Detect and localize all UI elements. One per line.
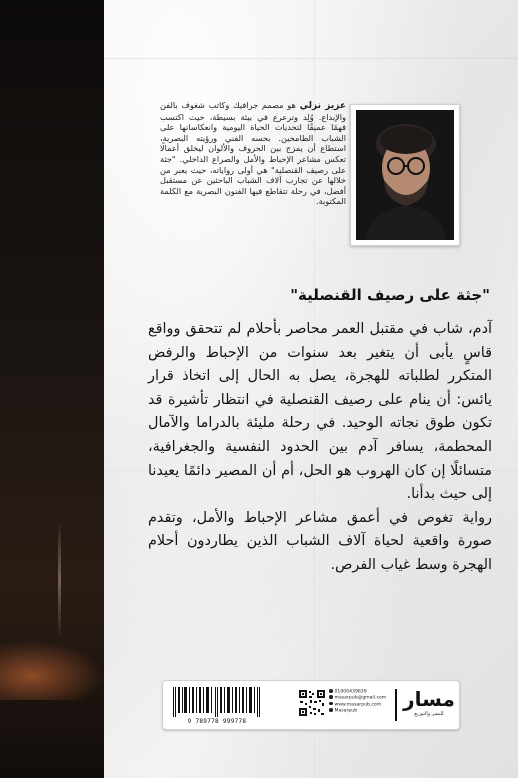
- globe-icon: [329, 702, 333, 706]
- email-icon: [329, 695, 333, 699]
- spine-dark-cover: [0, 0, 104, 778]
- back-cover-paper: [104, 0, 518, 778]
- book-synopsis: [148, 318, 492, 578]
- author-portrait-illustration: [356, 110, 454, 240]
- book-title: "جثة على رصيف القنصلية": [290, 286, 490, 304]
- author-photo: [356, 110, 454, 240]
- publisher-contacts: [329, 689, 391, 715]
- author-photo-frame: [350, 104, 460, 246]
- publisher-subtitle: للنشر والتوزيع: [414, 711, 444, 717]
- publisher-name: مسار: [403, 687, 455, 711]
- synopsis-paragraph: آدم، شاب في مقتبل العمر محاصر بأحلام لم تتحقق وواقع قاسٍ يأبى أن يتغير بعد سنوات من الإحباط والرفض المتكرر لطلباته للهجرة، يصل به الحال إلى اتخاذ قرار يائس: أن ينام على رصيف القنصلية في انتظار تأشيرة قد تكون طوق نجاته الوحيد. في رحلة مليئة بالدراما والآمال المحطمة، يسافر آدم بين الحدود النفسية والجغرافية، متسائلًا إن كان الهروب هو الحل، أم أن المصير دائمًا يعيدنا إلى حيث بدأنا.: [148, 321, 492, 503]
- synopsis-paragraph: رواية تغوص في أعمق مشاعر الإحباط والأمل، وتقدم صورة واقعية لحياة آلاف الشباب الذين يطاردون أحلام الهجرة وسط غياب الفرص.: [148, 509, 492, 573]
- social-icon: [329, 708, 333, 712]
- contact-email: masarpub@gmail.com: [329, 695, 391, 701]
- author-bio: [160, 100, 346, 207]
- publisher-logo: [401, 687, 457, 723]
- isbn-barcode: [171, 687, 263, 717]
- warm-light-glow: [0, 640, 104, 700]
- author-name: عزيز نزلي: [299, 101, 347, 111]
- barcode-publisher-panel: [162, 680, 460, 730]
- publisher-divider: [395, 689, 397, 721]
- isbn-number: 9 789778 999778: [187, 718, 247, 725]
- contact-social: Masarpub: [329, 708, 391, 714]
- light-streak: [58, 520, 61, 640]
- contact-phone: 01000439639: [329, 689, 391, 695]
- phone-icon: [329, 689, 333, 693]
- author-bio-text: هو مصمم جرافيك وكاتب شغوف بالفن والإبداع. وُلِد وترعرع في بيئة بسيطة، حيث اكتسب فهمًا عميقًا لتحديات الحياة اليومية وانعكاساتها على الشباب الطامحين. بحسه الفني ورؤيته البصرية، استطاع أن يمزج بين الحروف والألوان ليخلق أعمالًا تعكس مشاعر الإحباط والأمل والصراع الداخلي. "جثة على رصيف القنصلية" هي أولى رواياته، حيث يعبر من خلالها عن تجارب آلاف الشباب الباحثين عن مستقبل أفضل، في رحلة تتقاطع فيها الفنون البصرية مع الكلمة المكتوبة.: [160, 100, 346, 207]
- qr-code: [299, 690, 325, 716]
- contact-website: www.masarpub.com: [329, 702, 391, 708]
- paper-crease: [104, 58, 518, 59]
